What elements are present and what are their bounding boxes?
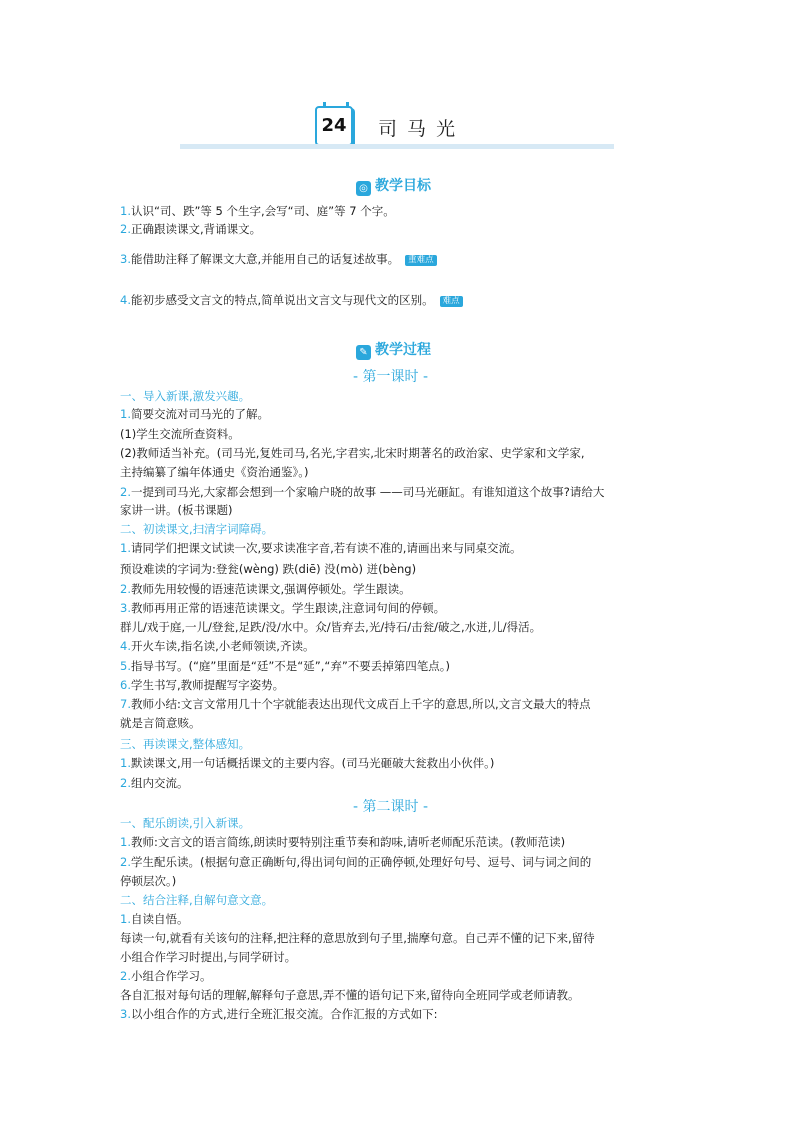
step-heading: 二、初读课文,扫清字词障碍。 (120, 522, 274, 536)
process-line: 家讲一讲。(板书课题) (120, 503, 233, 517)
process-line: 主持编纂了编年体通史《资治通鉴》。) (120, 465, 309, 479)
process-line: 2.小组合作学习。 (120, 969, 212, 983)
step-heading: 三、再读课文,整体感知。 (120, 737, 251, 751)
target-icon: ◎ (356, 181, 371, 196)
lesson-title: 司 马 光 (378, 118, 458, 140)
process-line: 1.请同学们把课文试读一次,要求读准字音,若有读不准的,请画出来与同桌交流。 (120, 541, 522, 555)
process-line: 5.指导书写。(“庭”里面是“廷”不是“延”,“弃”不要丢掉第四笔点。) (120, 659, 451, 673)
lesson-number-badge (315, 106, 353, 146)
process-line: 1.简要交流对司马光的了解。 (120, 407, 269, 421)
goals-section-title: ◎ 教学目标 (356, 175, 431, 196)
process-line: 2.一提到司马光,大家都会想到一个家喻户晓的故事 ——司马光砸缸。有谁知道这个故事?请给大 (120, 485, 605, 499)
process-line: 3.以小组合作的方式,进行全班汇报交流。合作汇报的方式如下: (120, 1007, 438, 1021)
session-1-label: - 第一课时 - (353, 369, 429, 385)
process-line: 群儿/戏于庭,一儿/登瓮,足跌/没/水中。众/皆弃去,光/持石/击瓮/破之,水迸,儿/得活。 (120, 620, 542, 634)
process-line: 每读一句,就看有关该句的注释,把注释的意思放到句子里,揣摩句意。自己弄不懂的记下来,留待 (120, 931, 595, 945)
process-line: 预设难读的字词为:登瓮(wèng) 跌(diē) 没(mò) 迸(bèng) (120, 562, 417, 576)
header-underline (180, 144, 614, 149)
step-heading: 一、配乐朗读,引入新课。 (120, 816, 251, 830)
process-line: 4.开火车读,指名读,小老师领读,齐读。 (120, 639, 315, 653)
goal-item: 3.能借助注释了解课文大意,并能用自己的话复述故事。 重难点 (120, 252, 437, 266)
goal-item: 2.正确跟读课文,背诵课文。 (120, 222, 262, 236)
process-line: (1)学生交流所查资料。 (120, 427, 240, 441)
process-section-title: ✎ 教学过程 (356, 339, 431, 360)
process-line: 各自汇报对每句话的理解,解释句子意思,弄不懂的语句记下来,留待向全班同学或老师请教。 (120, 988, 580, 1002)
process-line: 2.组内交流。 (120, 776, 189, 790)
process-line: 1.自读自悟。 (120, 912, 189, 926)
process-line: 2.教师先用较慢的语速范读课文,强调停顿处。学生跟读。 (120, 582, 411, 596)
difficulty-badge: 难点 (440, 296, 463, 307)
binder-rings-icon (323, 102, 349, 108)
process-line: 小组合作学习时提出,与同学研讨。 (120, 950, 297, 964)
session-2-label: - 第二课时 - (353, 799, 429, 815)
goal-item: 4.能初步感受文言文的特点,简单说出文言文与现代文的区别。 难点 (120, 293, 463, 307)
process-line: 停顿层次。) (120, 874, 177, 888)
process-line: 1.默读课文,用一句话概括课文的主要内容。(司马光砸破大瓮救出小伙伴。) (120, 756, 495, 770)
step-heading: 二、结合注释,自解句意文意。 (120, 893, 274, 907)
process-line: 6.学生书写,教师提醒写字姿势。 (120, 678, 285, 692)
process-line: 1.教师:文言文的语言简练,朗读时要特别注重节奏和韵味,请听老师配乐范读。(教师范读) (120, 835, 566, 849)
lesson-number: 24 (321, 115, 347, 136)
goal-item: 1.认识“司、跌”等 5 个生字,会写“司、庭”等 7 个字。 (120, 204, 395, 218)
process-line: (2)教师适当补充。(司马光,复姓司马,名光,字君实,北宋时期著名的政治家、史学家和文学家, (120, 446, 585, 460)
process-line: 7.教师小结:文言文常用几十个字就能表达出现代文成百上千字的意思,所以,文言文最大的特点 (120, 697, 591, 711)
process-line: 3.教师再用正常的语速范读课文。学生跟读,注意词句间的停顿。 (120, 601, 446, 615)
pencil-icon: ✎ (356, 345, 371, 360)
difficulty-badge: 重难点 (405, 255, 437, 266)
step-heading: 一、导入新课,激发兴趣。 (120, 389, 251, 403)
process-line: 2.学生配乐读。(根据句意正确断句,得出词句间的正确停顿,处理好句号、逗号、词与词之间的 (120, 855, 592, 869)
process-line: 就是言简意赅。 (120, 716, 201, 730)
